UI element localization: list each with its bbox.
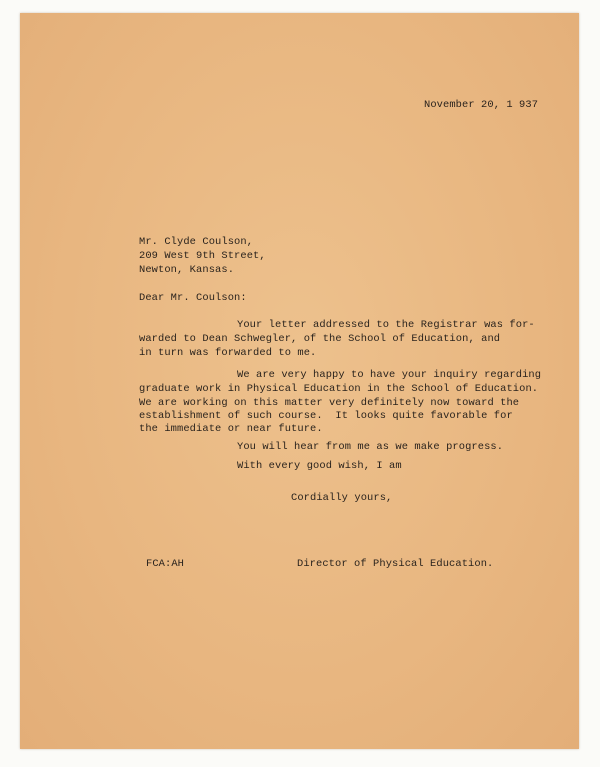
- reference-initials: FCA:AH: [146, 558, 185, 570]
- paragraph-1-line-2: warded to Dean Schwegler, of the School of Education, and: [139, 333, 501, 345]
- recipient-city: Newton, Kansas.: [139, 264, 235, 276]
- paragraph-1-line-3: in turn was forwarded to me.: [139, 347, 317, 359]
- paragraph-2-line-2: graduate work in Physical Education in the School of Education.: [139, 383, 539, 395]
- paragraph-4: With every good wish, I am: [237, 460, 402, 472]
- paragraph-2-line-5: the immediate or near future.: [139, 423, 323, 435]
- closing: Cordially yours,: [291, 492, 393, 504]
- paragraph-2-line-3: We are working on this matter very definitely now toward the: [139, 397, 520, 409]
- paragraph-2-line-1: We are very happy to have your inquiry regarding: [237, 369, 542, 381]
- salutation: Dear Mr. Coulson:: [139, 292, 247, 304]
- signature-title: Director of Physical Education.: [297, 558, 494, 570]
- paragraph-3: You will hear from me as we make progress.: [237, 441, 504, 453]
- letter-page: [20, 13, 579, 749]
- paragraph-1-line-1: Your letter addressed to the Registrar was for-: [237, 319, 535, 331]
- letter-date: November 20, 1 937: [424, 99, 539, 111]
- paragraph-2-line-4: establishment of such course. It looks quite favorable for: [139, 410, 513, 422]
- recipient-name: Mr. Clyde Coulson,: [139, 236, 254, 248]
- recipient-street: 209 West 9th Street,: [139, 250, 266, 262]
